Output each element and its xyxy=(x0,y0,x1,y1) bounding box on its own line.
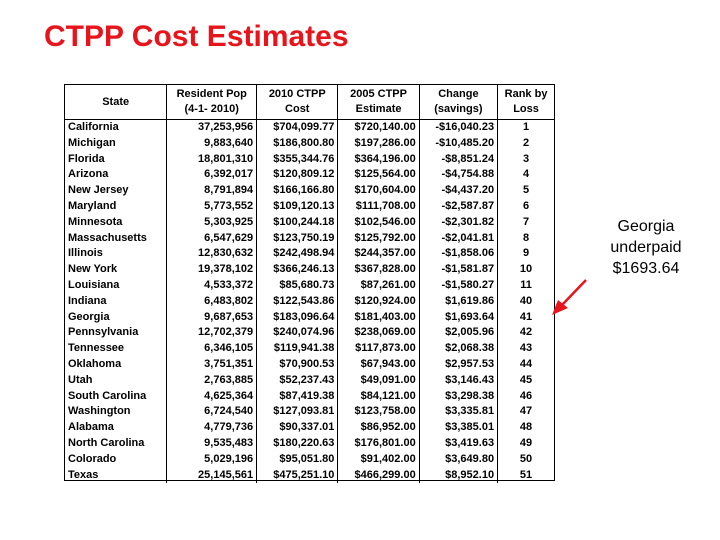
cell-rank: 44 xyxy=(498,357,554,373)
cell-rank: 11 xyxy=(498,278,554,294)
table-row xyxy=(65,436,554,452)
cell-resident-pop: 6,392,017 xyxy=(167,167,257,183)
table-row xyxy=(65,294,554,310)
cell-rank: 49 xyxy=(498,436,554,452)
cell-change: $1,693.64 xyxy=(419,310,497,326)
cell-state: Indiana xyxy=(68,294,107,307)
cell-cost-2010: $70,900.53 xyxy=(257,357,338,373)
cell-cost-2010: $109,120.13 xyxy=(257,199,338,215)
cell-estimate-2005: $111,708.00 xyxy=(338,199,419,215)
column-header-change xyxy=(419,85,497,120)
cell-resident-pop: 12,830,632 xyxy=(167,246,257,262)
cell-state: Utah xyxy=(68,373,93,386)
cell-rank: 5 xyxy=(498,183,554,199)
cell-estimate-2005: $86,952.00 xyxy=(338,420,419,436)
cell-cost-2010: $52,237.43 xyxy=(257,373,338,389)
cell-cost-2010: $186,800.80 xyxy=(257,136,338,152)
cell-cost-2010: $127,093.81 xyxy=(257,404,338,420)
cell-estimate-2005: $120,924.00 xyxy=(338,294,419,310)
cell-state: Oklahoma xyxy=(68,357,122,370)
column-header-text: Cost xyxy=(285,103,310,115)
cell-estimate-2005: $181,403.00 xyxy=(338,310,419,326)
table-row xyxy=(65,341,554,357)
cell-estimate-2005: $466,299.00 xyxy=(338,468,419,484)
table-body xyxy=(65,120,554,484)
column-header-text: Loss xyxy=(513,103,539,115)
cell-cost-2010: $180,220.63 xyxy=(257,436,338,452)
cell-cost-2010: $120,809.12 xyxy=(257,167,338,183)
column-header-text: 2005 CTPP xyxy=(350,88,407,100)
cell-resident-pop: 4,779,736 xyxy=(167,420,257,436)
table-row xyxy=(65,468,554,484)
cell-estimate-2005: $125,564.00 xyxy=(338,167,419,183)
column-header-estimate-2005 xyxy=(338,85,419,120)
cell-change: $2,005.96 xyxy=(419,325,497,341)
cell-change: -$2,587.87 xyxy=(419,199,497,215)
column-header-state xyxy=(65,85,167,120)
cell-state: South Carolina xyxy=(68,389,147,402)
cell-cost-2010: $475,251.10 xyxy=(257,468,338,484)
table-row xyxy=(65,231,554,247)
callout-line: underpaid xyxy=(610,239,682,256)
cell-rank: 46 xyxy=(498,389,554,405)
cell-change: $3,419.63 xyxy=(419,436,497,452)
cell-resident-pop: 5,303,925 xyxy=(167,215,257,231)
cell-resident-pop: 9,687,653 xyxy=(167,310,257,326)
cell-estimate-2005: $49,091.00 xyxy=(338,373,419,389)
cell-state: Florida xyxy=(68,152,105,165)
cell-resident-pop: 8,791,894 xyxy=(167,183,257,199)
table-row xyxy=(65,215,554,231)
slide-title: CTPP Cost Estimates xyxy=(44,20,349,53)
cell-state: Tennessee xyxy=(68,342,125,355)
column-header-text: (4-1- 2010) xyxy=(184,103,239,115)
cell-change: $3,335.81 xyxy=(419,404,497,420)
cell-estimate-2005: $91,402.00 xyxy=(338,452,419,468)
cell-change: -$10,485.20 xyxy=(419,136,497,152)
georgia-callout xyxy=(596,216,696,279)
cell-state: New Jersey xyxy=(68,184,129,197)
cell-rank: 3 xyxy=(498,152,554,168)
cell-change: -$8,851.24 xyxy=(419,152,497,168)
column-header-text: 2010 CTPP xyxy=(268,88,326,100)
cell-estimate-2005: $123,758.00 xyxy=(338,404,419,420)
cell-estimate-2005: $364,196.00 xyxy=(338,152,419,168)
cell-rank: 8 xyxy=(498,231,554,247)
cell-change: $1,619.86 xyxy=(419,294,497,310)
column-header-text: Change xyxy=(438,88,479,100)
cell-change: $2,957.53 xyxy=(419,357,497,373)
cell-resident-pop: 6,547,629 xyxy=(167,231,257,247)
table-row xyxy=(65,310,554,326)
cell-state: Louisiana xyxy=(68,278,120,291)
column-header-text: Resident Pop xyxy=(176,88,247,100)
table-row xyxy=(65,373,554,389)
cell-estimate-2005: $197,286.00 xyxy=(338,136,419,152)
cell-state: Georgia xyxy=(68,310,110,323)
cell-change: -$1,581.87 xyxy=(419,262,497,278)
cell-state: Colorado xyxy=(68,452,117,465)
table-row xyxy=(65,325,554,341)
cell-change: $3,385.01 xyxy=(419,420,497,436)
cell-cost-2010: $242,498.94 xyxy=(257,246,338,262)
cell-resident-pop: 37,253,956 xyxy=(167,120,257,136)
table-row xyxy=(65,452,554,468)
cell-change: -$1,858.06 xyxy=(419,246,497,262)
cell-state: North Carolina xyxy=(68,436,145,449)
cell-state: Washington xyxy=(68,405,131,418)
column-header-text: State xyxy=(102,95,130,108)
callout-line: $1693.64 xyxy=(612,260,680,277)
cell-state: Pennsylvania xyxy=(68,326,139,339)
cell-change: -$2,041.81 xyxy=(419,231,497,247)
cell-change: -$4,754.88 xyxy=(419,167,497,183)
cell-cost-2010: $119,941.38 xyxy=(257,341,338,357)
cell-state: Texas xyxy=(68,468,99,481)
cell-state: Arizona xyxy=(68,168,109,181)
cell-resident-pop: 5,773,552 xyxy=(167,199,257,215)
table-header-row xyxy=(65,85,554,120)
cell-rank: 51 xyxy=(498,468,554,484)
cell-change: $3,298.38 xyxy=(419,389,497,405)
cell-estimate-2005: $367,828.00 xyxy=(338,262,419,278)
cell-rank: 10 xyxy=(498,262,554,278)
cell-estimate-2005: $720,140.00 xyxy=(338,120,419,136)
cell-change: -$4,437.20 xyxy=(419,183,497,199)
cell-estimate-2005: $244,357.00 xyxy=(338,246,419,262)
cell-resident-pop: 6,483,802 xyxy=(167,294,257,310)
cell-estimate-2005: $125,792.00 xyxy=(338,231,419,247)
table-row xyxy=(65,167,554,183)
cell-rank: 41 xyxy=(498,310,554,326)
callout-line: Georgia xyxy=(617,218,675,235)
cell-rank: 50 xyxy=(498,452,554,468)
cell-state: New York xyxy=(68,263,118,276)
cell-estimate-2005: $117,873.00 xyxy=(338,341,419,357)
column-header-cost-2010 xyxy=(257,85,338,120)
cell-rank: 45 xyxy=(498,373,554,389)
cell-estimate-2005: $67,943.00 xyxy=(338,357,419,373)
cell-resident-pop: 6,346,105 xyxy=(167,341,257,357)
cell-state: Maryland xyxy=(68,199,117,212)
cell-estimate-2005: $238,069.00 xyxy=(338,325,419,341)
cell-cost-2010: $123,750.19 xyxy=(257,231,338,247)
cell-change: -$2,301.82 xyxy=(419,215,497,231)
cell-state: Michigan xyxy=(68,136,116,149)
cell-state: California xyxy=(68,121,119,133)
table-row xyxy=(65,404,554,420)
cell-change: $3,146.43 xyxy=(419,373,497,389)
table-row xyxy=(65,357,554,373)
column-header-text: Rank by xyxy=(504,88,548,100)
cell-state: Illinois xyxy=(68,247,103,260)
cell-resident-pop: 2,763,885 xyxy=(167,373,257,389)
cost-estimates-table xyxy=(64,84,555,481)
cell-change: -$16,040.23 xyxy=(419,120,497,136)
cell-resident-pop: 3,751,351 xyxy=(167,357,257,373)
cell-cost-2010: $85,680.73 xyxy=(257,278,338,294)
cell-rank: 47 xyxy=(498,404,554,420)
cell-resident-pop: 4,533,372 xyxy=(167,278,257,294)
cell-cost-2010: $100,244.18 xyxy=(257,215,338,231)
cell-rank: 4 xyxy=(498,167,554,183)
column-header-resident-pop xyxy=(167,85,257,120)
cell-resident-pop: 6,724,540 xyxy=(167,404,257,420)
cell-estimate-2005: $87,261.00 xyxy=(338,278,419,294)
cell-resident-pop: 9,883,640 xyxy=(167,136,257,152)
cell-estimate-2005: $102,546.00 xyxy=(338,215,419,231)
cell-state: Massachusetts xyxy=(68,231,147,244)
cell-cost-2010: $166,166.80 xyxy=(257,183,338,199)
table-row xyxy=(65,389,554,405)
column-header-text: (savings) xyxy=(434,103,483,115)
table-row xyxy=(65,262,554,278)
cell-state: Minnesota xyxy=(68,215,123,228)
cell-rank: 9 xyxy=(498,246,554,262)
cell-estimate-2005: $176,801.00 xyxy=(338,436,419,452)
cell-resident-pop: 5,029,196 xyxy=(167,452,257,468)
table-row xyxy=(65,183,554,199)
cell-rank: 6 xyxy=(498,199,554,215)
cell-resident-pop: 4,625,364 xyxy=(167,389,257,405)
cell-change: $8,952.10 xyxy=(419,468,497,484)
table-row xyxy=(65,199,554,215)
table-row xyxy=(65,120,554,136)
table-row xyxy=(65,152,554,168)
column-header-rank xyxy=(498,85,554,120)
cell-resident-pop: 12,702,379 xyxy=(167,325,257,341)
table-row xyxy=(65,278,554,294)
cell-cost-2010: $355,344.76 xyxy=(257,152,338,168)
cell-resident-pop: 19,378,102 xyxy=(167,262,257,278)
cell-change: $2,068.38 xyxy=(419,341,497,357)
table-row xyxy=(65,246,554,262)
cell-cost-2010: $183,096.64 xyxy=(257,310,338,326)
cell-change: -$1,580.27 xyxy=(419,278,497,294)
cell-cost-2010: $122,543.86 xyxy=(257,294,338,310)
table-row xyxy=(65,136,554,152)
cell-rank: 42 xyxy=(498,325,554,341)
cell-resident-pop: 9,535,483 xyxy=(167,436,257,452)
cell-cost-2010: $366,246.13 xyxy=(257,262,338,278)
cell-estimate-2005: $170,604.00 xyxy=(338,183,419,199)
column-header-text: Estimate xyxy=(355,103,402,115)
cell-cost-2010: $704,099.77 xyxy=(257,120,338,136)
cell-cost-2010: $240,074.96 xyxy=(257,325,338,341)
cell-change: $3,649.80 xyxy=(419,452,497,468)
cell-cost-2010: $90,337.01 xyxy=(257,420,338,436)
cell-resident-pop: 25,145,561 xyxy=(167,468,257,484)
cell-rank: 40 xyxy=(498,294,554,310)
cell-state: Alabama xyxy=(68,421,114,434)
cell-rank: 7 xyxy=(498,215,554,231)
cell-rank: 1 xyxy=(498,120,554,136)
cell-rank: 48 xyxy=(498,420,554,436)
table-row xyxy=(65,420,554,436)
cell-rank: 2 xyxy=(498,136,554,152)
cell-cost-2010: $87,419.38 xyxy=(257,389,338,405)
cell-cost-2010: $95,051.80 xyxy=(257,452,338,468)
cell-resident-pop: 18,801,310 xyxy=(167,152,257,168)
cell-estimate-2005: $84,121.00 xyxy=(338,389,419,405)
cell-rank: 43 xyxy=(498,341,554,357)
arrow-shaft xyxy=(562,280,586,305)
callout-arrow xyxy=(540,270,600,320)
